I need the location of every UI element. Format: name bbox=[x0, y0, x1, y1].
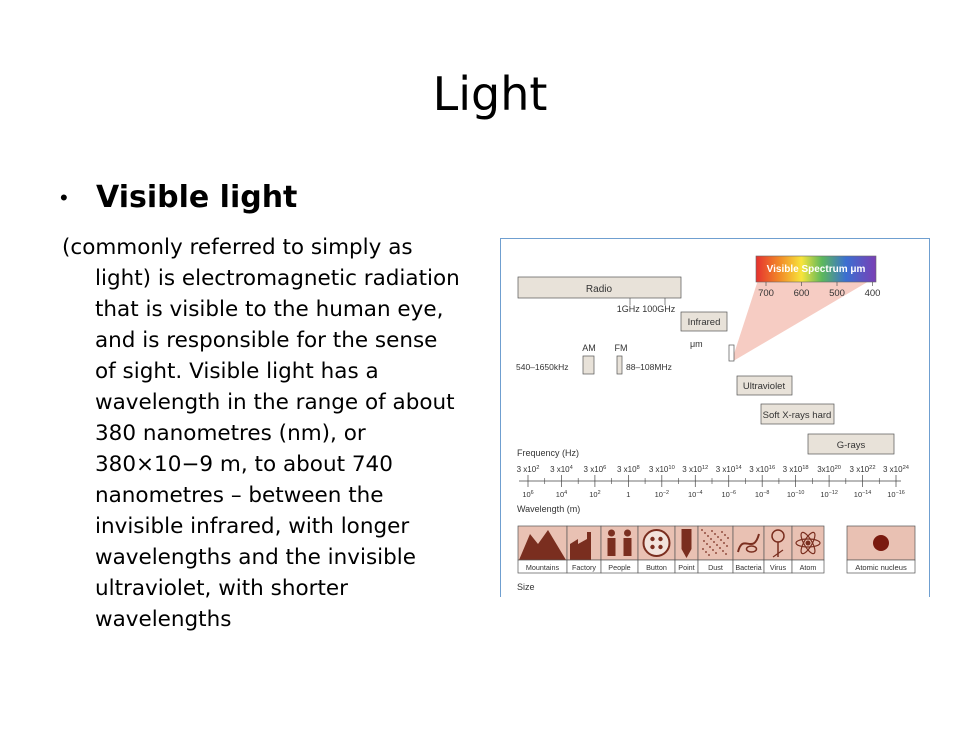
wavelength-axis-title: Wavelength (m) bbox=[517, 504, 581, 514]
size-item-label: Button bbox=[646, 563, 667, 572]
body-line: and is responsible for the sense bbox=[95, 328, 438, 353]
body-line: of sight. Visible light has a bbox=[95, 359, 379, 384]
size-item bbox=[764, 526, 792, 573]
micrometre-label: μm bbox=[690, 339, 703, 349]
fm-label: FM bbox=[614, 343, 628, 353]
em-spectrum-diagram bbox=[501, 239, 929, 597]
wavelength-tick-label: $10^{-6}$ bbox=[721, 490, 736, 499]
body-line: wavelengths bbox=[95, 607, 232, 632]
frequency-ticks bbox=[517, 465, 910, 487]
size-item-nucleus bbox=[847, 526, 915, 573]
size-item bbox=[792, 526, 824, 573]
wavelength-tick-label: $10^2$ bbox=[589, 490, 601, 499]
size-item-label: Bacteria bbox=[735, 563, 762, 572]
size-item-label: Atom bbox=[799, 563, 817, 572]
size-item-image bbox=[601, 526, 638, 560]
frequency-tick-label: 3 $x10^2$ bbox=[516, 465, 540, 474]
frequency-tick-label: 3 $x10^{24}$ bbox=[883, 465, 909, 474]
wavelength-tick-label: $10^6$ bbox=[522, 490, 534, 499]
body-paragraph bbox=[62, 232, 482, 635]
size-item-label: Virus bbox=[769, 563, 787, 572]
frequency-tick-label: 3 $x10^{12}$ bbox=[682, 465, 709, 474]
ghz-label: 1GHz 100GHz bbox=[616, 304, 676, 314]
size-item-label: Atomic nucleus bbox=[855, 563, 907, 572]
slide-title: Light bbox=[432, 67, 548, 121]
gamma-label: G-rays bbox=[836, 440, 866, 451]
wavelength-ticks bbox=[522, 490, 904, 499]
radio-label: Radio bbox=[585, 284, 613, 295]
bullet-dot-icon: • bbox=[60, 184, 68, 210]
frequency-tick-label: 3 $x10^{22}$ bbox=[849, 465, 876, 474]
visible-tick-label: 500 bbox=[829, 288, 845, 299]
frequency-tick-label: $3x10^{20}$ bbox=[817, 465, 841, 474]
frequency-tick-label: 3 $x10^8$ bbox=[616, 465, 640, 474]
button-icon bbox=[644, 530, 670, 556]
size-item bbox=[733, 526, 764, 573]
wavelength-tick-label: 1 bbox=[626, 490, 631, 499]
visible-tick-label: 700 bbox=[758, 288, 774, 299]
size-axis-title: Size bbox=[517, 582, 535, 592]
body-line: ultraviolet, with shorter bbox=[95, 576, 348, 601]
size-item-label: Factory bbox=[572, 563, 596, 572]
wavelength-tick-label: $10^{-14}$ bbox=[853, 490, 872, 499]
size-item bbox=[567, 526, 601, 573]
body-line: 380 nanometres (nm), or bbox=[95, 421, 366, 446]
xray-label: Soft X-rays hard bbox=[762, 410, 832, 421]
infrared-label: Infrared bbox=[687, 317, 721, 328]
size-item-label: Dust bbox=[708, 563, 723, 572]
frequency-axis-title: Frequency (Hz) bbox=[517, 448, 580, 458]
body-line: light) is electromagnetic radiation bbox=[95, 266, 460, 291]
body-line: 380×10−9 m, to about 740 bbox=[95, 452, 393, 477]
bullet-heading: Visible light bbox=[96, 180, 298, 215]
size-item-label: Point bbox=[678, 563, 695, 572]
size-item bbox=[518, 526, 567, 573]
wavelength-tick-label: $10^{-10}$ bbox=[786, 490, 805, 499]
fm-band bbox=[617, 356, 622, 374]
am-band bbox=[583, 356, 594, 374]
body-line: nanometres – between the bbox=[95, 483, 384, 508]
ultraviolet-label: Ultraviolet bbox=[742, 381, 786, 392]
visible-tick-label: 600 bbox=[793, 288, 810, 299]
fm-range-label: 88–108MHz bbox=[626, 362, 672, 372]
size-item bbox=[698, 526, 733, 573]
frequency-tick-label: 3 $x10^4$ bbox=[550, 465, 573, 474]
wavelength-tick-label: $10^{-8}$ bbox=[754, 490, 770, 499]
wavelength-tick-label: $10^{-2}$ bbox=[654, 490, 670, 499]
am-range-label: 540–1650kHz bbox=[516, 362, 569, 372]
visible-spectrum-label: Visible Spectrum μm bbox=[766, 264, 866, 275]
frequency-tick-label: 3 $x10^{16}$ bbox=[749, 465, 776, 474]
body-line: that is visible to the human eye, bbox=[95, 297, 444, 322]
size-item bbox=[675, 526, 698, 573]
size-item-image bbox=[698, 526, 733, 560]
em-spectrum-figure bbox=[500, 238, 930, 597]
size-item bbox=[601, 526, 638, 573]
wavelength-tick-label: $10^4$ bbox=[555, 490, 568, 499]
size-item-label: People bbox=[608, 563, 631, 572]
bullet-heading-row bbox=[60, 180, 297, 215]
size-scale-row bbox=[518, 526, 915, 573]
visible-window-marker bbox=[729, 345, 734, 361]
visible-tick-label: 400 bbox=[864, 288, 881, 299]
size-item bbox=[638, 526, 675, 573]
size-item-label: Mountains bbox=[525, 563, 560, 572]
am-label: AM bbox=[582, 343, 596, 353]
nucleus-icon bbox=[873, 535, 889, 551]
wavelength-tick-label: $10^{-12}$ bbox=[820, 490, 838, 499]
frequency-tick-label: 3 $x10^{14}$ bbox=[715, 465, 742, 474]
wavelength-tick-label: $10^{-16}$ bbox=[887, 490, 905, 499]
frequency-tick-label: 3 $x10^6$ bbox=[583, 465, 607, 474]
frequency-tick-label: 3 $x10^{18}$ bbox=[782, 465, 809, 474]
frequency-tick-label: 3 $x10^{10}$ bbox=[648, 465, 675, 474]
wavelength-tick-label: $10^{-4}$ bbox=[688, 490, 703, 499]
body-line: wavelengths and the invisible bbox=[95, 545, 416, 570]
body-line: wavelength in the range of about bbox=[95, 390, 455, 415]
body-line: (commonly referred to simply as bbox=[62, 235, 413, 260]
body-line: invisible infrared, with longer bbox=[95, 514, 410, 539]
